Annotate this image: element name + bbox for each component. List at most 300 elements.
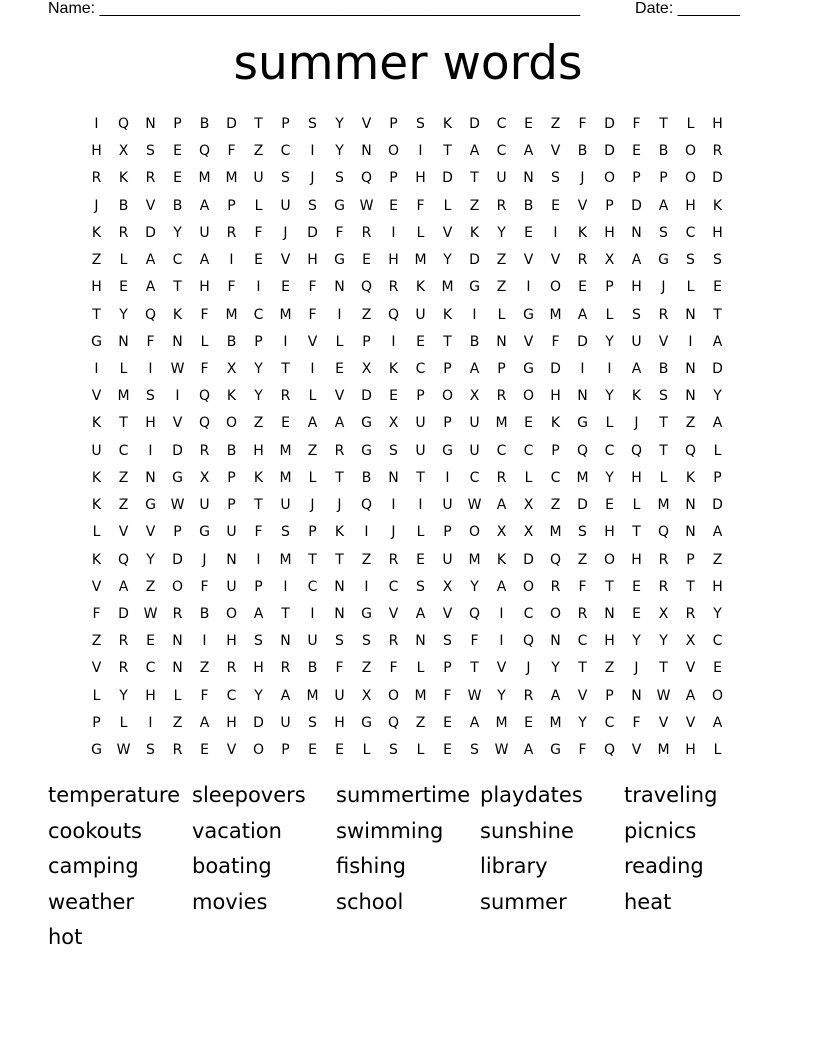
grid-letter: X: [442, 578, 453, 595]
grid-letter: E: [551, 197, 560, 214]
grid-letter: S: [281, 524, 290, 541]
grid-letter: P: [281, 742, 290, 759]
grid-letter: V: [91, 578, 102, 595]
grid-letter: Z: [577, 551, 588, 568]
grid-letter: M: [279, 551, 292, 568]
grid-letter: S: [308, 197, 317, 214]
grid-letter: E: [254, 252, 263, 269]
grid-letter: V: [280, 252, 291, 269]
grid-letter: H: [604, 524, 615, 541]
grid-letter: T: [659, 116, 668, 132]
grid-letter: M: [549, 524, 562, 541]
grid-letter: I: [580, 360, 585, 377]
grid-letter: Y: [119, 687, 128, 704]
grid-letter: M: [657, 742, 670, 759]
grid-letter: B: [226, 442, 237, 459]
grid-letter: D: [631, 197, 642, 214]
grid-letter: C: [550, 469, 561, 486]
grid-letter: E: [281, 279, 290, 296]
grid-letter: S: [335, 633, 344, 650]
word-bank-item: boating: [192, 854, 272, 879]
grid-letter: I: [202, 633, 207, 650]
grid-letter: E: [362, 252, 371, 269]
grid-letter: E: [173, 170, 182, 187]
grid-letter: C: [118, 442, 129, 459]
grid-letter: N: [415, 633, 426, 650]
grid-letter: A: [712, 524, 723, 541]
grid-letter: U: [226, 578, 237, 595]
grid-letter: P: [443, 415, 452, 432]
grid-letter: F: [416, 197, 425, 214]
grid-letter: P: [659, 170, 668, 187]
grid-letter: W: [467, 497, 482, 514]
grid-letter: A: [658, 197, 669, 214]
grid-letter: M: [279, 469, 292, 486]
grid-letter: X: [199, 469, 210, 486]
grid-letter: M: [549, 306, 562, 323]
grid-letter: H: [91, 143, 102, 160]
grid-letter: V: [91, 660, 102, 677]
grid-letter: P: [281, 116, 290, 132]
grid-letter: A: [469, 714, 480, 731]
grid-letter: C: [496, 143, 507, 160]
grid-letter: L: [362, 742, 371, 759]
word-bank: [48, 779, 768, 957]
grid-letter: E: [416, 551, 425, 568]
grid-letter: T: [281, 605, 290, 622]
grid-letter: L: [119, 252, 128, 269]
grid-letter: P: [173, 116, 182, 132]
grid-letter: F: [443, 687, 452, 704]
grid-letter: N: [226, 551, 237, 568]
word-bank-item: heat: [624, 889, 672, 914]
grid-letter: K: [226, 388, 237, 405]
grid-letter: R: [118, 660, 129, 677]
grid-letter: K: [334, 524, 345, 541]
grid-letter: D: [712, 497, 723, 514]
grid-letter: N: [631, 687, 642, 704]
grid-letter: O: [468, 524, 481, 541]
grid-letter: Y: [173, 224, 182, 241]
grid-letter: P: [254, 578, 263, 595]
grid-letter: B: [658, 360, 669, 377]
grid-letter: T: [254, 116, 263, 132]
grid-letter: U: [415, 306, 426, 323]
grid-letter: A: [685, 687, 696, 704]
grid-letter: V: [550, 143, 561, 160]
grid-letter: Z: [469, 197, 480, 214]
grid-letter: Q: [198, 388, 211, 405]
grid-letter: M: [576, 469, 589, 486]
grid-letter: J: [526, 660, 531, 677]
grid-letter: E: [713, 660, 722, 677]
grid-letter: U: [280, 197, 291, 214]
grid-letter: P: [227, 497, 236, 514]
grid-letter: V: [442, 224, 453, 241]
grid-letter: K: [172, 306, 183, 323]
grid-letter: B: [226, 333, 237, 350]
grid-letter: D: [604, 116, 615, 132]
grid-letter: I: [607, 360, 612, 377]
grid-letter: D: [577, 497, 588, 514]
grid-letter: E: [416, 333, 425, 350]
grid-letter: N: [685, 524, 696, 541]
grid-letter: Q: [198, 415, 211, 432]
grid-letter: T: [443, 333, 452, 350]
grid-letter: E: [632, 578, 641, 595]
grid-letter: P: [254, 333, 263, 350]
grid-letter: Y: [605, 469, 614, 486]
grid-letter: R: [577, 605, 588, 622]
grid-letter: L: [605, 415, 614, 432]
grid-letter: Q: [603, 742, 616, 759]
grid-letter: U: [631, 333, 642, 350]
grid-letter: D: [523, 551, 534, 568]
grid-letter: S: [713, 252, 722, 269]
grid-letter: E: [524, 224, 533, 241]
grid-letter: M: [225, 170, 238, 187]
grid-letter: S: [659, 224, 668, 241]
grid-letter: S: [416, 116, 425, 132]
grid-letter: R: [685, 605, 696, 622]
grid-letter: P: [389, 116, 398, 132]
grid-letter: F: [308, 279, 317, 296]
grid-letter: Z: [550, 497, 561, 514]
grid-letter: F: [200, 687, 209, 704]
grid-letter: A: [577, 306, 588, 323]
grid-letter: E: [146, 633, 155, 650]
grid-letter: O: [603, 170, 616, 187]
grid-letter: T: [659, 415, 668, 432]
grid-letter: V: [145, 197, 156, 214]
grid-letter: Y: [551, 660, 560, 677]
grid-letter: R: [172, 605, 183, 622]
grid-letter: G: [523, 360, 534, 377]
grid-letter: R: [550, 578, 561, 595]
grid-letter: G: [361, 442, 372, 459]
grid-letter: S: [254, 633, 263, 650]
grid-letter: K: [685, 469, 696, 486]
grid-letter: Z: [253, 143, 264, 160]
grid-letter: F: [200, 360, 209, 377]
grid-letter: L: [173, 687, 182, 704]
grid-letter: X: [496, 524, 507, 541]
word-bank-item: cookouts: [48, 818, 142, 843]
grid-letter: E: [524, 714, 533, 731]
grid-letter: F: [254, 224, 263, 241]
grid-letter: C: [280, 143, 291, 160]
grid-letter: T: [92, 306, 101, 323]
grid-letter: I: [688, 333, 693, 350]
grid-letter: N: [388, 469, 399, 486]
grid-letter: Y: [632, 633, 641, 650]
grid-letter: H: [226, 714, 237, 731]
grid-letter: I: [148, 360, 153, 377]
puzzle-title: summer words: [233, 36, 583, 91]
grid-letter: L: [632, 497, 641, 514]
grid-letter: M: [279, 442, 292, 459]
grid-letter: S: [308, 714, 317, 731]
grid-letter: P: [308, 524, 317, 541]
grid-letter: N: [523, 170, 534, 187]
grid-letter: A: [253, 605, 264, 622]
grid-letter: C: [604, 442, 615, 459]
grid-letter: Z: [496, 279, 507, 296]
grid-letter: E: [389, 197, 398, 214]
grid-letter: L: [308, 469, 317, 486]
grid-letter: Q: [360, 170, 373, 187]
grid-letter: L: [497, 306, 506, 323]
grid-letter: I: [229, 252, 234, 269]
grid-letter: Q: [657, 524, 670, 541]
grid-letter: I: [499, 633, 504, 650]
grid-letter: Y: [254, 388, 263, 405]
grid-letter: A: [145, 279, 156, 296]
grid-letter: Y: [254, 687, 263, 704]
grid-letter: L: [686, 279, 695, 296]
grid-letter: W: [170, 360, 185, 377]
grid-letter: E: [443, 742, 452, 759]
grid-letter: D: [604, 143, 615, 160]
grid-letter: R: [577, 252, 588, 269]
grid-letter: H: [631, 469, 642, 486]
grid-letter: I: [553, 224, 558, 241]
grid-letter: K: [415, 279, 426, 296]
grid-letter: J: [634, 415, 639, 432]
grid-letter: Z: [91, 252, 102, 269]
grid-letter: P: [92, 714, 101, 731]
grid-letter: P: [416, 388, 425, 405]
grid-letter: M: [414, 687, 427, 704]
name-line: Name: ______________________________________________________: [48, 0, 581, 17]
grid-letter: H: [685, 197, 696, 214]
grid-letter: Q: [576, 442, 589, 459]
word-bank-item: reading: [624, 854, 704, 879]
grid-letter: V: [550, 252, 561, 269]
grid-letter: W: [116, 742, 131, 759]
grid-letter: E: [200, 742, 209, 759]
grid-letter: Z: [604, 660, 615, 677]
grid-letter: R: [334, 442, 345, 459]
grid-letter: F: [578, 742, 587, 759]
grid-letter: U: [253, 170, 264, 187]
grid-letter: X: [361, 687, 372, 704]
grid-letter: Q: [144, 306, 157, 323]
grid-letter: P: [362, 333, 371, 350]
grid-letter: K: [469, 224, 480, 241]
grid-letter: K: [91, 224, 102, 241]
grid-letter: T: [416, 469, 425, 486]
word-bank-item: camping: [48, 854, 139, 879]
grid-letter: N: [172, 333, 183, 350]
grid-letter: C: [496, 116, 507, 132]
grid-letter: A: [334, 415, 345, 432]
grid-letter: S: [551, 170, 560, 187]
grid-letter: Q: [522, 633, 535, 650]
grid-letter: N: [550, 633, 561, 650]
grid-letter: B: [307, 660, 318, 677]
grid-letter: L: [713, 442, 722, 459]
grid-letter: N: [334, 605, 345, 622]
grid-letter: O: [225, 415, 238, 432]
grid-letter: M: [225, 306, 238, 323]
grid-letter: G: [361, 415, 372, 432]
grid-letter: P: [713, 469, 722, 486]
grid-letter: I: [94, 116, 99, 132]
grid-letter: K: [91, 497, 102, 514]
grid-letter: O: [684, 143, 697, 160]
grid-letter: H: [415, 170, 426, 187]
grid-letter: S: [335, 170, 344, 187]
grid-letter: T: [659, 660, 668, 677]
grid-letter: A: [118, 578, 129, 595]
grid-letter: M: [414, 252, 427, 269]
word-bank-item: playdates: [480, 783, 583, 807]
grid-letter: R: [226, 660, 237, 677]
grid-letter: V: [442, 605, 453, 622]
grid-letter: G: [334, 252, 345, 269]
grid-letter: N: [496, 333, 507, 350]
grid-letter: C: [388, 578, 399, 595]
grid-letter: P: [632, 170, 641, 187]
grid-letter: V: [307, 333, 318, 350]
grid-letter: A: [631, 252, 642, 269]
grid-letter: G: [577, 415, 588, 432]
grid-letter: R: [388, 551, 399, 568]
grid-letter: C: [253, 306, 264, 323]
grid-letter: W: [656, 687, 671, 704]
grid-letter: H: [712, 578, 723, 595]
grid-letter: G: [172, 469, 183, 486]
word-bank-item: picnics: [624, 818, 697, 843]
grid-letter: M: [468, 551, 481, 568]
grid-letter: S: [686, 252, 695, 269]
grid-letter: X: [604, 252, 615, 269]
grid-letter: H: [226, 633, 237, 650]
grid-letter: B: [469, 333, 480, 350]
grid-letter: A: [523, 143, 534, 160]
grid-letter: E: [443, 714, 452, 731]
grid-letter: U: [334, 687, 345, 704]
grid-letter: Y: [119, 306, 128, 323]
grid-letter: A: [550, 687, 561, 704]
word-bank-item: sunshine: [480, 818, 574, 843]
grid-letter: G: [469, 279, 480, 296]
grid-letter: S: [281, 170, 290, 187]
grid-letter: I: [283, 578, 288, 595]
grid-letter: K: [577, 224, 588, 241]
grid-letter: F: [389, 660, 398, 677]
grid-letter: S: [470, 742, 479, 759]
grid-letter: Y: [254, 360, 263, 377]
grid-letter: A: [307, 415, 318, 432]
grid-letter: Y: [605, 333, 614, 350]
grid-letter: V: [172, 415, 183, 432]
grid-letter: P: [443, 360, 452, 377]
grid-letter: P: [443, 524, 452, 541]
grid-letter: S: [443, 633, 452, 650]
grid-letter: C: [496, 442, 507, 459]
grid-letter: D: [172, 551, 183, 568]
grid-letter: T: [443, 143, 452, 160]
grid-letter: X: [388, 415, 399, 432]
grid-letter: Z: [91, 633, 102, 650]
grid-letter: B: [523, 197, 534, 214]
grid-letter: U: [469, 415, 480, 432]
grid-letter: I: [391, 333, 396, 350]
grid-letter: K: [91, 415, 102, 432]
grid-letter: S: [389, 742, 398, 759]
grid-letter: C: [307, 578, 318, 595]
grid-letter: A: [631, 360, 642, 377]
word-bank-item: sleepovers: [192, 783, 306, 807]
grid-letter: C: [145, 660, 156, 677]
grid-letter: V: [118, 524, 129, 541]
grid-letter: S: [659, 388, 668, 405]
grid-letter: N: [685, 306, 696, 323]
grid-letter: N: [334, 279, 345, 296]
grid-letter: N: [685, 497, 696, 514]
grid-letter: K: [91, 469, 102, 486]
grid-letter: D: [712, 170, 723, 187]
grid-letter: I: [418, 143, 423, 160]
grid-letter: O: [603, 551, 616, 568]
grid-letter: H: [604, 633, 615, 650]
grid-letter: M: [198, 170, 211, 187]
grid-letter: R: [361, 224, 372, 241]
grid-letter: P: [227, 469, 236, 486]
grid-letter: A: [280, 687, 291, 704]
grid-letter: I: [310, 143, 315, 160]
grid-letter: Y: [470, 578, 479, 595]
grid-letter: J: [310, 170, 315, 187]
grid-letter: P: [389, 170, 398, 187]
grid-letter: P: [605, 687, 614, 704]
grid-letter: Q: [360, 497, 373, 514]
grid-letter: D: [253, 714, 264, 731]
grid-letter: K: [118, 170, 129, 187]
grid-letter: H: [253, 660, 264, 677]
grid-letter: A: [469, 360, 480, 377]
grid-letter: I: [445, 469, 450, 486]
grid-letter: L: [92, 687, 101, 704]
grid-letter: V: [577, 197, 588, 214]
grid-letter: S: [416, 578, 425, 595]
grid-letter: V: [685, 714, 696, 731]
grid-letter: O: [225, 605, 238, 622]
grid-letter: W: [359, 197, 374, 214]
grid-letter: I: [526, 279, 531, 296]
grid-letter: K: [253, 469, 264, 486]
word-bank-item: hot: [48, 925, 83, 950]
grid-letter: V: [496, 660, 507, 677]
grid-letter: D: [712, 360, 723, 377]
grid-letter: R: [226, 224, 237, 241]
word-bank-item: traveling: [624, 783, 718, 807]
grid-letter: L: [92, 524, 101, 541]
grid-letter: D: [307, 224, 318, 241]
grid-letter: F: [200, 578, 209, 595]
grid-letter: H: [91, 279, 102, 296]
grid-letter: M: [117, 388, 130, 405]
grid-letter: J: [661, 279, 666, 296]
grid-letter: Y: [146, 551, 155, 568]
grid-letter: D: [145, 224, 156, 241]
grid-letter: Z: [118, 469, 129, 486]
grid-letter: E: [281, 415, 290, 432]
grid-letter: N: [172, 660, 183, 677]
grid-letter: R: [199, 442, 210, 459]
